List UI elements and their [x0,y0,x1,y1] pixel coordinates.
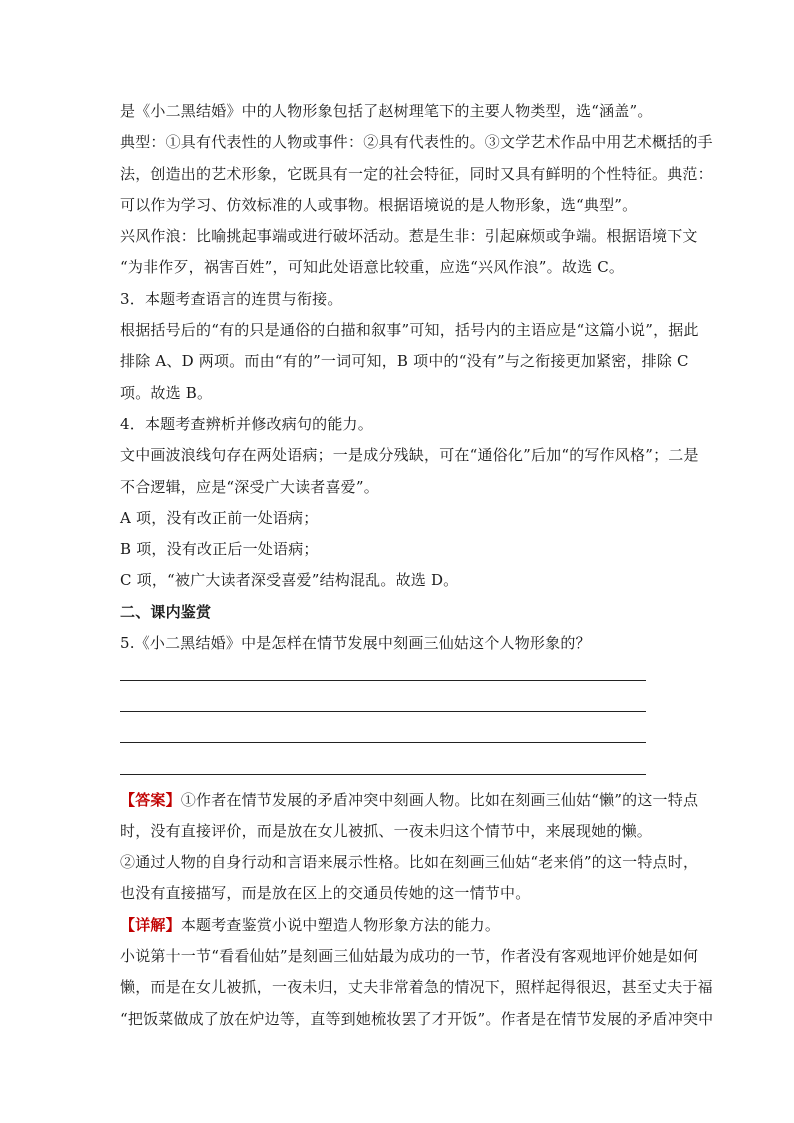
text-line: 排除 A、D 两项。而由“有的”一词可知，B 项中的“没有”与之衔接更加紧密，排除 C [120,352,689,371]
text-line: 项。故选 B。 [120,383,213,402]
detail-line: 小说第十一节“看看仙姑”是刻画三仙姑最为成功的一节，作者没有客观地评价她是如何 [120,947,699,966]
text-line: 可以作为学习、仿效标准的人或事物。根据语境说的是人物形象，选“典型”。 [120,195,638,214]
answer-line: 时，没有直接评价，而是放在女儿被抓、一夜未归这个情节中，来展现她的懒。 [120,821,653,840]
text-line: B 项，没有改正后一处语病； [120,540,319,559]
detail-tag: 【详解】 [120,915,181,934]
text-line: 典型：①具有代表性的人物或事件：②具有代表性的。③文学艺术作品中用艺术概括的手 [120,133,713,152]
detail-line: “把饭菜做成了放在炉边等，直等到她梳妆罢了才开饭”。作者是在情节发展的矛盾冲突中 [120,1009,714,1028]
answer-line: ②通过人物的自身行动和言语来展示性格。比如在刻画三仙姑“老来俏”的这一特点时， [120,853,699,872]
answer-blank-line[interactable] [120,659,680,690]
text-line: 是《小二黑结婚》中的人物形象包括了赵树理笔下的主要人物类型，选“涵盖”。 [120,102,653,120]
text-line: 4．本题考查辨析并修改病句的能力。 [120,414,373,433]
detail-line [120,910,680,941]
text-line: 3．本题考查语言的连贯与衔接。 [120,289,343,308]
text-line: 法，创造出的艺术形象，它既具有一定的社会特征，同时又具有鲜明的个性特征。典范： [120,164,713,183]
text-line: 文中画波浪线句存在两处语病；一是成分残缺，可在“通俗化”后加“的写作风格”；二是 [120,446,699,465]
text-line: 根据括号后的“有的只是通俗的白描和叙事”可知，括号内的主语应是“这篇小说”，据此 [120,321,699,340]
text-line: 兴风作浪：比喻挑起事端或进行破坏活动。惹是生非：引起麻烦或争端。根据语境下文 [120,227,698,246]
answer-blank-line[interactable] [120,753,680,784]
document-body [120,96,714,1035]
answer-tag: 【答案】 [120,790,181,809]
section-heading: 二、课内鉴赏 [120,602,212,621]
answer-blank-line[interactable] [120,722,680,753]
answer-blank-line[interactable] [120,691,680,722]
text-line: A 项，没有改正前一处语病； [120,508,319,527]
question-text: 5.《小二黑结婚》中是怎样在情节发展中刻画三仙姑这个人物形象的？ [120,634,591,653]
answer-text: ①作者在情节发展的矛盾冲突中刻画人物。比如在刻画三仙姑“懒”的这一特点 [180,790,699,809]
text-line: 不合逻辑，应是“深受广大读者喜爱”。 [120,477,379,496]
detail-text: 本题考查鉴赏小说中塑造人物形象方法的能力。 [180,915,501,934]
text-line: “为非作歹，祸害百姓”，可知此处语意比较重，应选“兴风作浪”。故选 C。 [120,258,625,277]
text-line: C 项，“被广大读者深受喜爱”结构混乱。故选 D。 [120,571,459,590]
answer-line: 也没有直接描写，而是放在区上的交通员传她的这一情节中。 [120,884,531,903]
detail-line: 懒，而是在女儿被抓，一夜未归，丈夫非常着急的情况下，照样起得很迟，甚至丈夫于福 [120,978,713,997]
answer-line [120,785,699,816]
